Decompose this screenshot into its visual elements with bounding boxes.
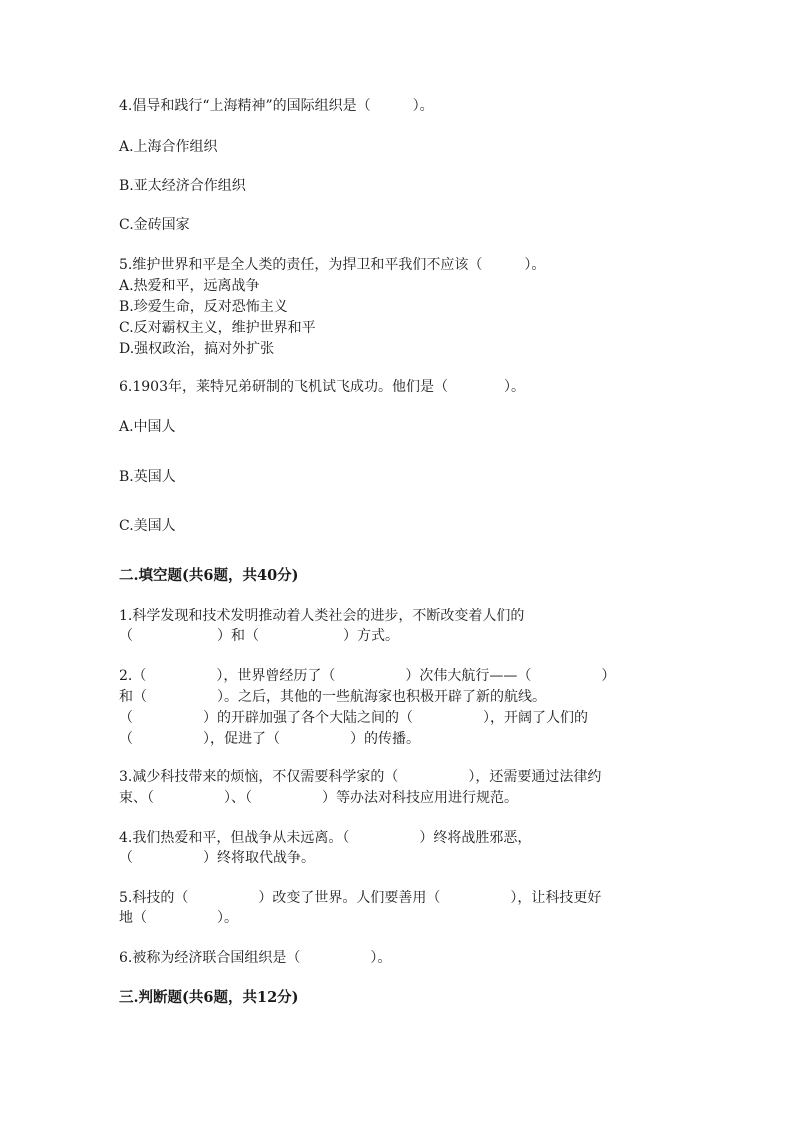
q4-stem: 4.倡导和践行“上海精神”的国际组织是（ ）。 [119, 98, 434, 114]
q4-option-c: C.金砖国家 [119, 217, 190, 233]
q6-stem: 6.1903年，莱特兄弟研制的飞机试飞成功。他们是（ ）。 [119, 379, 525, 395]
q6-option-b: B.英国人 [119, 469, 176, 485]
fill-item-4-line-1: 4.我们热爱和平，但战争从未远离。（ ）终将战胜邪恶， [119, 830, 532, 846]
fill-item-2-line-1: 2.（ ），世界曾经历了（ ）次伟大航行——（ ） [119, 668, 616, 684]
q5-stem: 5.维护世界和平是全人类的责任，为捍卫和平我们不应该（ ）。 [119, 257, 546, 273]
q6-option-c: C.美国人 [119, 518, 176, 534]
fill-item-3-line-2: 束、（ ）、（ ）等办法对科技应用进行规范。 [119, 790, 518, 806]
fill-item-4-line-2: （ ）终将取代战争。 [119, 850, 315, 866]
fill-item-2-line-2: 和（ ）。之后，其他的一些航海家也积极开辟了新的航线。 [119, 689, 546, 705]
q5-option-b: B.珍爱生命，反对恐怖主义 [119, 299, 288, 315]
q5-option-d: D.强权政治，搞对外扩张 [119, 341, 275, 357]
q5-option-c: C.反对霸权主义，维护世界和平 [119, 320, 316, 336]
fill-item-1-line-2: （ ）和（ ）方式。 [119, 628, 399, 644]
fill-item-3-line-1: 3.减少科技带来的烦恼，不仅需要科学家的（ ），还需要通过法律约 [119, 769, 602, 785]
fill-item-1-line-1: 1.科学发现和技术发明推动着人类社会的进步，不断改变着人们的 [119, 608, 525, 624]
q4-option-a: A.上海合作组织 [119, 139, 218, 155]
fill-item-5-line-1: 5.科技的（ ）改变了世界。人们要善用（ ），让科技更好 [119, 890, 602, 906]
q5-option-a: A.热爱和平，远离战争 [119, 278, 260, 294]
section2-title: 二.填空题(共6题，共40分) [119, 567, 299, 584]
fill-item-2-line-3: （ ）的开辟加强了各个大陆之间的（ ），开阔了人们的 [119, 710, 588, 726]
fill-item-2-line-4: （ ），促进了（ ）的传播。 [119, 731, 420, 747]
q6-option-a: A.中国人 [119, 419, 176, 435]
section3-title: 三.判断题(共6题，共12分) [119, 989, 299, 1006]
fill-item-6-line-1: 6.被称为经济联合国组织是（ ）。 [119, 950, 392, 966]
q4-option-b: B.亚太经济合作组织 [119, 178, 246, 194]
fill-item-5-line-2: 地（ ）。 [119, 910, 238, 926]
